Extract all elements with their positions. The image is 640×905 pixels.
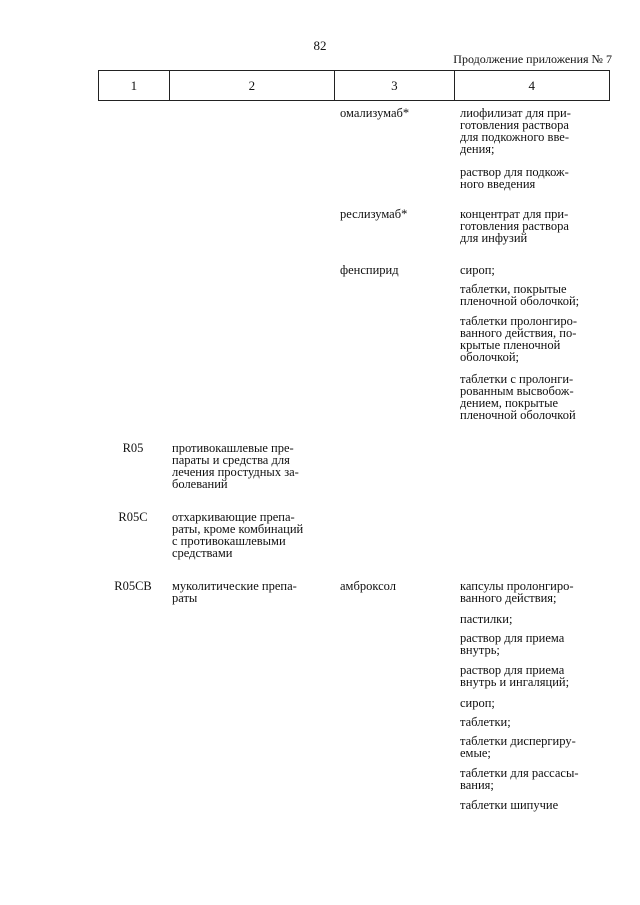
- dosage-form: раствор для подкож- ного введения: [460, 165, 569, 191]
- atc-description: противокашлевые пре- параты и средства для лечения простудных за- болеваний: [172, 441, 299, 491]
- dosage-form: таблетки;: [460, 715, 511, 729]
- dosage-form: сироп;: [460, 696, 495, 710]
- dosage-form: сироп;: [460, 263, 495, 277]
- table-header: [98, 70, 610, 101]
- header-col-1: 1: [130, 77, 138, 93]
- dosage-form: таблетки, покрытые пленочной оболочкой;: [460, 282, 580, 308]
- dosage-form: раствор для приема внутрь и ингаляций;: [460, 663, 570, 689]
- dosage-form: раствор для приема внутрь;: [460, 631, 565, 657]
- dosage-form: таблетки с пролонги- рованным высвобож- дением, покрытые пленочной оболочкой: [460, 372, 576, 422]
- drug-name: реслизумаб*: [340, 207, 408, 221]
- dosage-form: концентрат для при- готовления раствора для инфузий: [460, 207, 569, 245]
- continuation-label: Продолжение приложения № 7: [453, 52, 612, 66]
- atc-description: отхаркивающие препа- раты, кроме комбинаций с противокашлевыми средствами: [172, 510, 304, 560]
- atc-code: R05: [122, 441, 144, 455]
- header-col-3: 3: [334, 71, 454, 100]
- dosage-form: таблетки диспергиру- емые;: [460, 734, 576, 760]
- atc-description: муколитические препа- раты: [172, 579, 297, 605]
- dosage-form: таблетки шипучие: [460, 798, 559, 812]
- header-col-4: 4: [454, 71, 609, 100]
- page-number: 82: [313, 38, 327, 53]
- dosage-form: лиофилизат для при- готовления раствора для подкожного вве- дения;: [460, 106, 571, 156]
- drug-name: амброксол: [340, 579, 396, 593]
- dosage-form: таблетки пролонгиро- ванного действия, по- крытые пленочной оболочкой;: [460, 314, 578, 364]
- dosage-form: таблетки для рассасы- вания;: [460, 766, 579, 792]
- atc-code: R05CB: [114, 579, 152, 593]
- drug-name: фенспирид: [340, 263, 399, 277]
- atc-code: R05C: [118, 510, 148, 524]
- header-col-2: 2: [169, 71, 334, 100]
- drug-name: омализумаб*: [340, 106, 410, 120]
- dosage-form: пастилки;: [460, 612, 513, 626]
- dosage-form: капсулы пролонгиро- ванного действия;: [460, 579, 574, 605]
